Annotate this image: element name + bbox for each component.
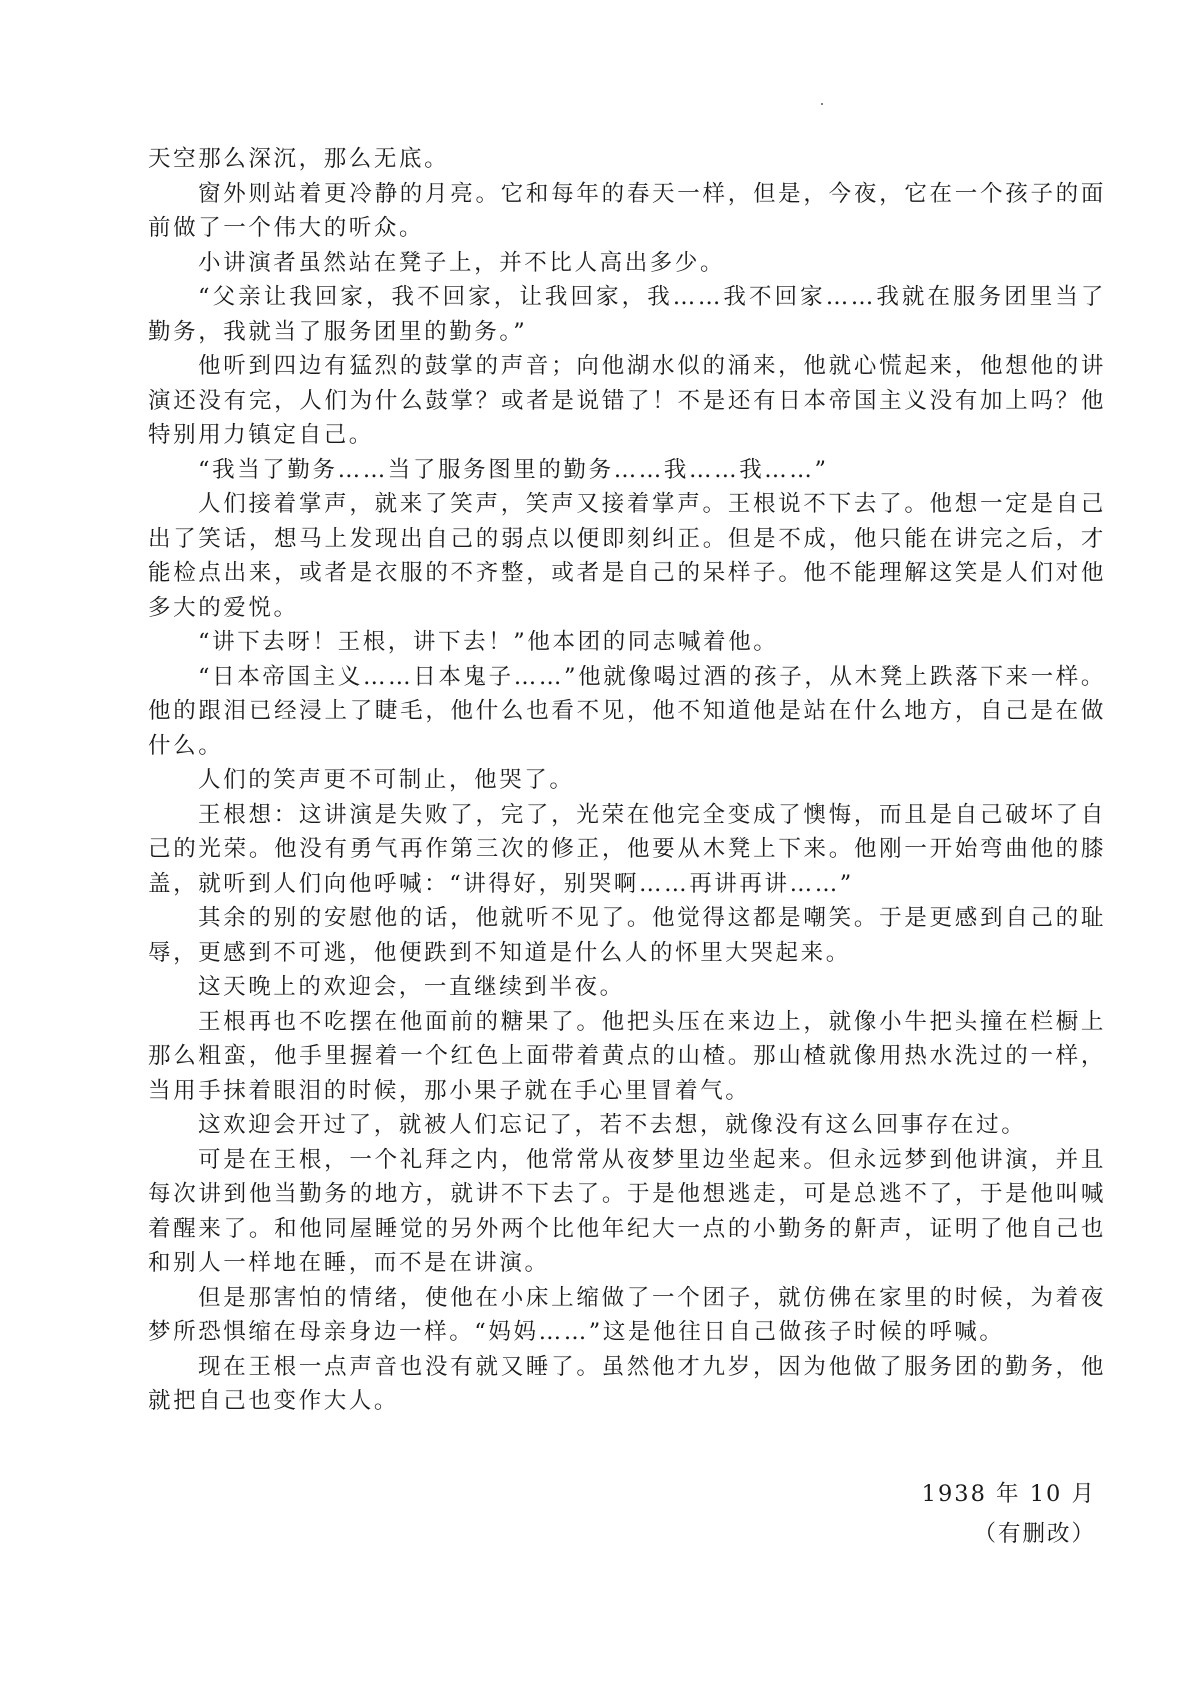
paragraph: 天空那么深沉，那么无底。: [148, 146, 450, 172]
paragraph: 小讲演者虽然站在凳子上，并不比人高出多少。: [198, 249, 726, 276]
paragraph: “讲下去呀！王根，讲下去！”他本团的同志喊着他。: [198, 629, 779, 655]
paragraph: 这欢迎会开过了，就被人们忘记了，若不去想，就像没有这么回事存在过。: [198, 1112, 1027, 1138]
paragraph: 他听到四边有猛烈的鼓掌的声音；向他湖水似的涌来，他就心慌起来，他想他的讲演还没有完，人们为什么鼓掌？或者是说错了！不是还有日本帝国主义没有加上吗？他特别用力镇定自己。: [148, 353, 1106, 448]
paragraph: 现在王根一点声音也没有就又睡了。虽然他才九岁，因为他做了服务团的勤务，他就把自己也变作大人。: [148, 1353, 1106, 1414]
scan-speck: [821, 103, 823, 105]
paragraph: 人们接着掌声，就来了笑声，笑声又接着掌声。王根说不下去了。他想一定是自己出了笑话，想马上发现出自己的弱点以便即刻纠正。但是不成，他只能在讲完之后，才能检点出来，或者是衣服的不齐整，或者是自己的呆样子。他不能理解这笑是人们对他多大的爱悦。: [148, 491, 1106, 621]
paragraph: 人们的笑声更不可制止，他哭了。: [198, 767, 575, 793]
paragraph: 王根再也不吃摆在他面前的糖果了。他把头压在来边上，就像小牛把头撞在栏橱上那么粗蛮，他手里握着一个红色上面带着黄点的山楂。那山楂就像用热水洗过的一样，当用手抹着眼泪的时候，那小果子就在手心里冒着气。: [148, 1008, 1106, 1104]
paragraph: 王根想：这讲演是失败了，完了，光荣在他完全变成了懊悔，而且是自己破坏了自己的光荣。他没有勇气再作第三次的修正，他要从木凳上下来。他刚一开始弯曲他的膝盖，就听到人们向他呼喊：“讲得好，别哭啊……再讲再讲……”: [148, 801, 1106, 897]
paragraph: 其余的别的安慰他的话，他就听不见了。他觉得这都是嘲笑。于是更感到自己的耻辱，更感到不可逃，他便跌到不知道是什么人的怀里大哭起来。: [148, 905, 1106, 966]
paragraph: 可是在王根，一个礼拜之内，他常常从夜梦里边坐起来。但永远梦到他讲演，并且每次讲到他当勤务的地方，就讲不下去了。于是他想逃走，可是总逃不了，于是他叫喊着醒来了。和他同屋睡觉的另外两个比他年纪大一点的小勤务的鼾声，证明了他自己也和别人一样地在睡，而不是在讲演。: [148, 1146, 1106, 1276]
date-line: 1938 年 10 月: [921, 1481, 1096, 1507]
revision-note: （有删改）: [973, 1521, 1096, 1547]
paragraph: 窗外则站着更冷静的月亮。它和每年的春天一样，但是，今夜，它在一个孩子的面前做了一个伟大的听众。: [148, 180, 1106, 241]
paragraph: “日本帝国主义……日本鬼子……”他就像喝过酒的孩子，从木凳上跌落下来一样。他的跟泪已经浸上了睫毛，他什么也看不见，他不知道他是站在什么地方，自己是在做什么。: [148, 663, 1106, 759]
sign-off: [696, 1474, 1096, 1554]
paragraph: “父亲让我回家，我不回家，让我回家，我……我不回家……我就在服务团里当了勤务，我就当了服务团里的勤务。”: [148, 284, 1106, 345]
story-text: [148, 142, 1106, 1419]
paragraph: “我当了勤务……当了服务图里的勤务……我……我……”: [198, 456, 829, 483]
paragraph: 但是那害怕的情绪，使他在小床上缩做了一个团子，就仿佛在家里的时候，为着夜梦所恐惧缩在母亲身边一样。“妈妈……”这是他往日自己做孩子时候的呼喊。: [148, 1284, 1106, 1345]
paragraph: 这天晚上的欢迎会，一直继续到半夜。: [198, 974, 625, 1000]
